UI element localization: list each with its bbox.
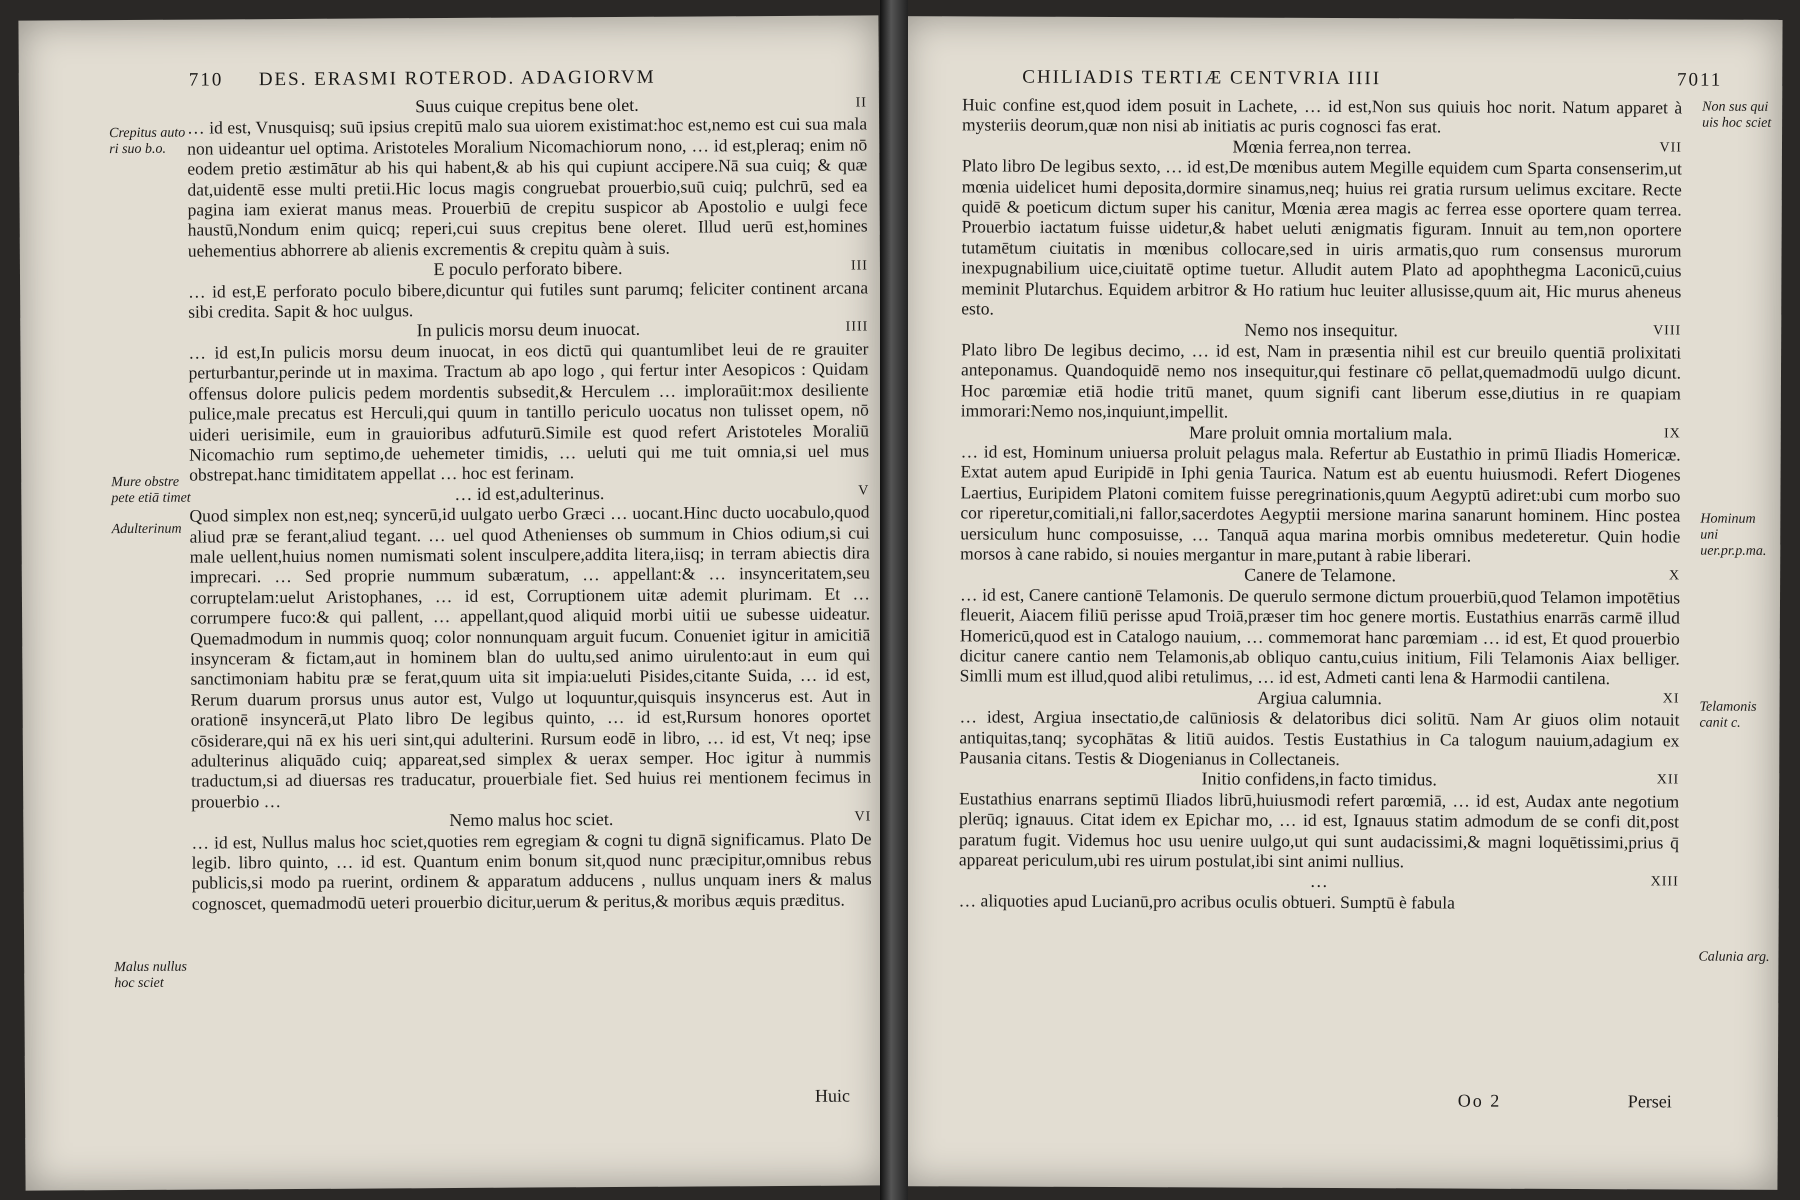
adage-text: … idest, Argiua insectatio,de calūniosis & delatoribus dici solitū. Nam Ar giuos olim notauit antiquitas,tanq; sycophātas & litiū auidos. Testis Eustathius in Ca talogum nauium,adagium ex Pausania citans. Testis & Diogenianus in Collectaneis.: [959, 706, 1680, 770]
right-margin-note-3: Telamonis canit c.: [1699, 699, 1757, 731]
adage-number: XIII: [1650, 874, 1679, 890]
adage-title: … id est,adulterinus. V: [454, 482, 870, 504]
adage-number: VI: [854, 809, 872, 825]
adage-number: VII: [1659, 140, 1683, 156]
adage-text: Plato libro De legibus sexto, … id est,De mœnibus autem Megille equidem cum Sparta consenserim,ut mœnia uidelicet humi deposita,dormire sinamus,neq; huius rei gratia rursum uelimus excitare. Recte quidē & poeticum dictum super his canitur, Mœnia ærea magis ac ferrea esse oportere quam terrea. Prouerbio iactatum fuisse uidetur,& habet ueluti ænigmatis figuram. Innuit au tem,non oportere tutamētum ciuitatis in mœnibus collocare,sed in uiris armatis,quo rum consensus murorum inexpugnabilium uice,ciuitatē optime tuetur. Alludit autem Plato ad apophthegma Laconicū,cuius meminit Plutarchus. Equidem arbitror & Ho ratium huc leuiter allusisse,quum ait, Hic murus aheneus esto.: [961, 155, 1682, 319]
adage-title: Argiua calumnia. XI: [1257, 687, 1680, 708]
left-running-head: [188, 66, 849, 91]
adage-text: Quod simplex non est,neq; syncerū,id uulgato uerbo Græci … uocant.Hinc ducto uocabulo,quod aliud præ se ferant,aliud tegant. … uel quod Athenienses ob summum in Chios odium,si cui male uellent,huius nomen numismati solent insculpere,addita litera,iisq; in terram abiectis dira imprecari. … Sed proprie nummum subæratum, … appellant:& … insynceritatem,seu corruptelam:uelut Aristophanes, … id est, Corruptionem uitæ ademit plurimam. Et … corrumpere fuco:& qui pallent, … appellant,quod aliquid morbi uitii ue subesse uideatur. Quemadmodum in nummis quoq; color nonnunquam arguit fucum. Conueniet igitur in amicitiā insynceram & fictam,aut in hominem blan do uultu,sed animo uirulento:aut in eum qui sanctimoniam habitu præ se ferat,quum uita sit impia:ueluti Pisides,citante Suida, … id est, Rerum duarum prorsus unus autor est, Vulgo ut loquuntur,quisquis insyncerus est. Aut in orationē insyncerā,ut Plato libro De legibus quinto, … id est,Rursum honores oportet cōsiderare,qui nā ex his ueri sint,qui adulterini. Rursum eodē in libro, … id est, Vt neq; ipse adulterinus aliquādo cuiq; appareat,sed simplex & uerax semper. Hoc igitur à nummis traductum,si ad diuersas res traducatur, prouerbiale fiet. Sed huius rei mentionem fecimus in prouerbio …: [189, 501, 872, 812]
adage-text: Plato libro De legibus decimo, … id est, Nam in præsentia nihil est cur breuilo quentiā prolixitati anteponamus. Quandoquidē nemo nos insequitur,qui festinare cō pellat,quemadmodū uulgo dicunt. Hoc parœmiæ etiā hodie tritū manet, quum signifi cant liberum esse,diutius in re quapiam immorari:Nemo nos,inquiunt,impellit.: [960, 339, 1682, 422]
right-page-number: 7011: [1676, 69, 1723, 91]
left-margin-note-3: Adulterinum: [111, 521, 182, 538]
adage-title: Mœnia ferrea,non terrea. VII: [1232, 136, 1683, 158]
left-running-title: DES. ERASMI ROTEROD. ADAGIORVM: [258, 66, 656, 91]
right-page: [897, 16, 1782, 1190]
adage-title: In pulicis morsu deum inuocat. IIII: [416, 319, 869, 341]
adage-text: … id est,In pulicis morsu deum inuocat, in eos dictū qui quantumlibet leui de re grauiter perturbantur,perinde ut in maxima. Tractum ab apo logo , qui fertur inter Aesopicos : Quidam offensus dolore pulicis pedem mordentis subsedit,& Herculem … imploraūit:mox desiliente pulice,male precatus est Herculi,qui quum in tantillo periculo uocatus non tulisset opem, nō uideri uerisimile, eum in grauioribus adfuturū.Simile est quod refert Aristoteles Moraliū Nicomachio rum septimo,de uehemeter timidis, … ueluti qui me tuit omnia,si uel mus obstrepat.hanc timiditatem appellat … hoc est ferinam.: [188, 338, 870, 485]
right-running-head: [962, 66, 1723, 91]
left-page: [18, 15, 885, 1190]
right-margin-note-2: Hominum uni uer.pr.p.ma.: [1700, 511, 1767, 559]
adage-title: Nemo nos insequitur. VIII: [1244, 320, 1682, 341]
adage-text: … id est, Nullus malus hoc sciet,quoties rem egregiam & cogni tu dignā significamus. Plato De legib. libro quinto, … id est. Quantum enim bonum sit,quod nunc præcipitur,omnibus rebus publicis,si modo pa ruerint, ordinem & apparatum adducens , nullus unquam iners & malus cognoscet, quemadmodū ueteri prouerbio dicitur,uerum & peritus,& moribus æquis præditus.: [191, 828, 872, 914]
adage-title: … XIII: [1309, 871, 1679, 892]
adage-text: … id est, Vnusquisq; suū ipsius crepitū malo sua uiorem existimat:hoc est,nemo est cui sua mala non uideantur uel optima. Aristoteles Moralium Nicomachiorum nono, … id est,pleraq; enim nō eodem pretio æstimātur ab his qui habent,& ab his qui cupiunt accipere.Nā sua cuiq; & quæ dat,uidentē esse multi pretii.Hic locus magis congruebat prouerbio,suū cuiq; pulchrū, sed ea pagina iam exierat manus meas. Prouerbiū de crepitu suspicor ab Apostolio e uulgi fece haustū,Nondum enim quicq; reperi,cui suus crepitus bene oleret. Illud uerū est,homines uehementius abhorrere ab alienis excrementis & crepitu quàm à suis.: [187, 113, 868, 261]
adage-title: Mare proluit omnia mortalium mala. IX: [1188, 421, 1681, 443]
adage-text: … id est,E perforato poculo bibere,dicuntur qui futiles sunt parumq; feliciter continent arcana sibi credita. Sapit & hoc uulgus.: [188, 277, 869, 322]
right-catchword: Persei: [1627, 1091, 1672, 1112]
right-page-body: [959, 94, 1683, 913]
left-page-body: [187, 93, 872, 913]
left-catchword: Huic: [814, 1085, 851, 1106]
adage-number: X: [1668, 568, 1681, 584]
adage-number: XII: [1656, 772, 1680, 788]
adage-number: XI: [1662, 691, 1680, 707]
right-margin-note-1: Non sus qui uis hoc sciet: [1702, 99, 1772, 131]
adage-number: IIII: [845, 319, 869, 336]
right-running-title: CHILIADIS TERTIÆ CENTVRIA IIII: [1022, 66, 1382, 90]
adage-number: VIII: [1653, 323, 1682, 339]
adage-text: … id est, Hominum uniuersa proluit pelagus mala. Refertur ab Eustathio in primū Iliadis Homericæ. Extat autem apud Euripidē in Iphi genia Taurica. Natum est ab euentu huiusmodi. Refert Diogenes Laertius, Euripidem Platoni comitem fuisse peregrinationis,quum Aegyptū adiret:ubi cum morbo suo cor riperetur,comitiali,ni fallor,sacerdotes Aegyptii mersione marina sanarunt hominem. Hinc postea uersiculum hunc composuisse, … Tanquā aqua marina morbis omnibus medeteretur. Quin hodie morsos à cane rabido, si nouies mergantur in mare,putant à rabie liberari.: [960, 441, 1681, 566]
adage-title: Nemo malus hoc sciet. VI: [449, 809, 872, 831]
right-margin-note-4: Calunia arg.: [1698, 949, 1770, 965]
intro-text: Huic confine est,quod idem posuit in Lachete, … id est,Non sus quiuis hoc norit. Natum apparet à mysteriis deorum,quæ non nisi ab initiatis ac puris cognosci fas erat.: [962, 94, 1683, 137]
book-gutter: [880, 0, 908, 1200]
left-margin-note-4: Malus nullus hoc sciet: [114, 959, 187, 992]
adage-title: Initio confidens,in facto timidus. XII: [1201, 768, 1680, 790]
adage-text: Eustathius enarrans septimū Iliados librū,huiusmodi refert parœmiā, … id est, Audax ante negotium plerūq; ignauus. Citat idem ex Epichar mo, … id est, Ignauus statim admodum de se confi dit,post paratum fugit. Videmus hoc usu uenire uulgo,ut qui sunt audacissimi,& magni loquētissimi,prius q̄ appareat periculum,ubi res uirum postulat,ibi sint animi nullius.: [958, 788, 1680, 872]
signature-mark: Oo 2: [1457, 1090, 1502, 1111]
left-page-number: 710: [188, 69, 224, 91]
adage-number: IX: [1663, 425, 1681, 441]
adage-title: E poculo perforato bibere. III: [433, 258, 868, 280]
adage-title: Suus cuique crepitus bene olet. II: [415, 94, 867, 117]
adage-number: II: [855, 95, 867, 111]
adage-text: … aliquoties apud Lucianū,pro acribus oculis obtueri. Sumptū è fabula: [958, 890, 1455, 913]
adage-number: III: [850, 258, 868, 274]
adage-number: V: [858, 483, 870, 499]
adage-text: … id est, Canere cantionē Telamonis. De querulo sermone dictum prouerbiū,quod Telamon impotētius fleuerit, Aiacem filiū perisse apud Troiā,præser tim hoc genere mortis. Eustathius enarrās carmē illud Homericū,quod est in Catalogo nauium, … commemorat hanc parœmiam … id est, Et quod prouerbio dicitur canere cantio nem Telamonis,ab obliquo cantu,cuius initium, Fili Telamonis Aiax belliger. Simlli mum est illud,quod alibi retulimus, … id est, Admeti canti lena & Harmodii cantilena.: [959, 584, 1681, 689]
left-margin-note-2: Mure obstre pete etiā timet: [111, 474, 191, 507]
left-margin-note-1: Crepitus auto ri suo b.o.: [109, 125, 186, 158]
adage-title: Canere de Telamone. X: [1244, 564, 1681, 586]
